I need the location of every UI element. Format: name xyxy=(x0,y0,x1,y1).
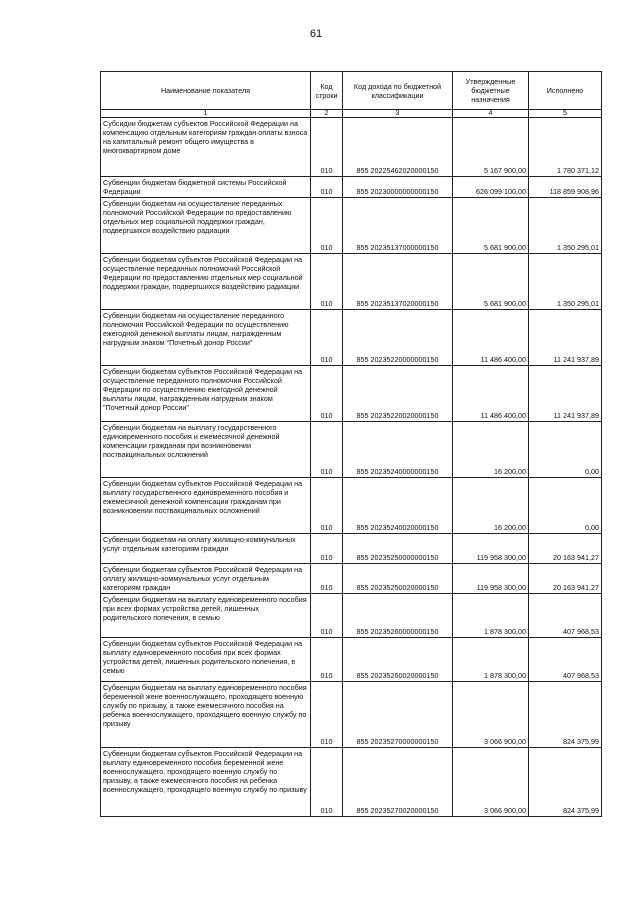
line-code-cell: 010 xyxy=(311,118,343,177)
revenue-code-cell: 855 20230000000000150 xyxy=(343,177,453,198)
approved-amount-cell: 16 200,00 xyxy=(453,422,529,478)
approved-amount-cell: 5 167 900,00 xyxy=(453,118,529,177)
executed-amount-cell: 1 350 295,01 xyxy=(529,198,602,254)
indicator-name-cell: Субвенции бюджетам на выплату государственного единовременного пособия и ежемесячной денежной компенсации гражданам при возникновении поствакцинальных осложнений xyxy=(101,422,311,478)
line-code-cell: 010 xyxy=(311,594,343,638)
approved-amount-cell: 119 958 300,00 xyxy=(453,534,529,564)
table-row xyxy=(101,198,602,254)
line-code-cell: 010 xyxy=(311,366,343,422)
indicator-name-cell: Субвенции бюджетам на выплату единовременного пособия беременной жене военнослужащего, проходящего военную службу по призыву, а также ежемесячного пособия на ребенка военнослужащего, проходящего военную службу по призыву xyxy=(101,682,311,748)
column-header-approved: Утвержденные бюджетные назначения xyxy=(453,72,529,110)
revenue-code-cell: 855 20235137020000150 xyxy=(343,254,453,310)
executed-amount-cell: 20 163 941,27 xyxy=(529,564,602,594)
indicator-name-cell: Субвенции бюджетам на осуществление переданного полномочия Российской Федерации по осуществлению ежегодной денежной выплаты лицам, награжденным нагрудным знаком "Почетный донор России" xyxy=(101,310,311,366)
table-row xyxy=(101,254,602,310)
approved-amount-cell: 5 681 900,00 xyxy=(453,254,529,310)
column-header-line-code: Код строки xyxy=(311,72,343,110)
executed-amount-cell: 0,00 xyxy=(529,422,602,478)
column-number-row xyxy=(101,110,602,118)
executed-amount-cell: 824 375,99 xyxy=(529,682,602,748)
indicator-name-cell: Субвенции бюджетам субъектов Российской Федерации на выплату единовременного пособия при всех формах устройства детей, лишенных родительского попечения, в семью xyxy=(101,638,311,682)
line-code-cell: 010 xyxy=(311,310,343,366)
line-code-cell: 010 xyxy=(311,534,343,564)
line-code-cell: 010 xyxy=(311,254,343,310)
executed-amount-cell: 1 350 295,01 xyxy=(529,254,602,310)
table-row xyxy=(101,310,602,366)
executed-amount-cell: 118 859 908,96 xyxy=(529,177,602,198)
table-row xyxy=(101,478,602,534)
executed-amount-cell: 407 968,53 xyxy=(529,594,602,638)
line-code-cell: 010 xyxy=(311,422,343,478)
indicator-name-cell: Субвенции бюджетам субъектов Российской Федерации на оплату жилищно-коммунальных услуг отдельным категориям граждан xyxy=(101,564,311,594)
revenue-code-cell: 855 20235260000000150 xyxy=(343,594,453,638)
approved-amount-cell: 626 099 100,00 xyxy=(453,177,529,198)
revenue-code-cell: 855 20235240000000150 xyxy=(343,422,453,478)
line-code-cell: 010 xyxy=(311,748,343,817)
column-header-indicator-name: Наименование показателя xyxy=(101,72,311,110)
table-row xyxy=(101,366,602,422)
table-row xyxy=(101,564,602,594)
revenue-code-cell: 855 20235270000000150 xyxy=(343,682,453,748)
table-row xyxy=(101,177,602,198)
indicator-name-cell: Субвенции бюджетам на выплату единовременного пособия при всех формах устройства детей, лишенных родительского попечения, в семью xyxy=(101,594,311,638)
revenue-code-cell: 855 20235220000000150 xyxy=(343,310,453,366)
line-code-cell: 010 xyxy=(311,177,343,198)
table-row xyxy=(101,422,602,478)
revenue-code-cell: 855 20235220020000150 xyxy=(343,366,453,422)
column-header-revenue-code: Код дохода по бюджетной классификации xyxy=(343,72,453,110)
table-row xyxy=(101,748,602,817)
approved-amount-cell: 3 066 900,00 xyxy=(453,748,529,817)
approved-amount-cell: 16 200,00 xyxy=(453,478,529,534)
indicator-name-cell: Субвенции бюджетам субъектов Российской Федерации на осуществление переданных полномочий Российской Федерации по предоставлению отдельных мер социальной поддержки граждан, подвергшихся воздействию радиации xyxy=(101,254,311,310)
executed-amount-cell: 11 241 937,89 xyxy=(529,310,602,366)
executed-amount-cell: 407 968,53 xyxy=(529,638,602,682)
executed-amount-cell: 0,00 xyxy=(529,478,602,534)
approved-amount-cell: 119 958 300,00 xyxy=(453,564,529,594)
column-number: 3 xyxy=(343,110,453,118)
approved-amount-cell: 1 878 300,00 xyxy=(453,638,529,682)
line-code-cell: 010 xyxy=(311,198,343,254)
indicator-name-cell: Субвенции бюджетам бюджетной системы Российской Федерации xyxy=(101,177,311,198)
line-code-cell: 010 xyxy=(311,638,343,682)
column-header-executed: Исполнено xyxy=(529,72,602,110)
line-code-cell: 010 xyxy=(311,478,343,534)
revenue-code-cell: 855 20235240020000150 xyxy=(343,478,453,534)
approved-amount-cell: 11 486 400,00 xyxy=(453,366,529,422)
executed-amount-cell: 824 375,99 xyxy=(529,748,602,817)
line-code-cell: 010 xyxy=(311,564,343,594)
approved-amount-cell: 11 486 400,00 xyxy=(453,310,529,366)
approved-amount-cell: 5 681 900,00 xyxy=(453,198,529,254)
indicator-name-cell: Субвенции бюджетам субъектов Российской Федерации на выплату государственного единовременного пособия и ежемесячной денежной компенсации гражданам при возникновении поствакцинальных осложнений xyxy=(101,478,311,534)
table-row xyxy=(101,594,602,638)
revenue-code-cell: 855 20235250020000150 xyxy=(343,564,453,594)
indicator-name-cell: Субвенции бюджетам субъектов Российской Федерации на выплату единовременного пособия беременной жене военнослужащего, проходящего военную службу по призыву, а также ежемесячного пособия на ребенка военнослужащего, проходящего военную службу по призыву xyxy=(101,748,311,817)
line-code-cell: 010 xyxy=(311,682,343,748)
indicator-name-cell: Субвенции бюджетам субъектов Российской Федерации на осуществление переданного полномочия Российской Федерации по осуществлению ежегодной денежной выплаты лицам, награжденным нагрудным знаком "Почетный донор России" xyxy=(101,366,311,422)
table-row xyxy=(101,682,602,748)
column-number: 5 xyxy=(529,110,602,118)
approved-amount-cell: 1 878 300,00 xyxy=(453,594,529,638)
executed-amount-cell: 20 163 941,27 xyxy=(529,534,602,564)
budget-revenue-table xyxy=(100,71,602,817)
table-row xyxy=(101,638,602,682)
column-number: 4 xyxy=(453,110,529,118)
header-row xyxy=(101,72,602,110)
indicator-name-cell: Субвенции бюджетам на осуществление переданных полномочий Российской Федерации по предоставлению отдельных мер социальной поддержки граждан, подвергшихся воздействию радиации xyxy=(101,198,311,254)
approved-amount-cell: 3 066 900,00 xyxy=(453,682,529,748)
revenue-code-cell: 855 20235270020000150 xyxy=(343,748,453,817)
table-row xyxy=(101,118,602,177)
indicator-name-cell: Субсидии бюджетам субъектов Российской Федерации на компенсацию отдельным категориям граждан оплаты взноса на капитальный ремонт общего имущества в многоквартирном доме xyxy=(101,118,311,177)
column-number: 2 xyxy=(311,110,343,118)
indicator-name-cell: Субвенции бюджетам на оплату жилищно-коммунальных услуг отдельным категориям граждан xyxy=(101,534,311,564)
revenue-code-cell: 855 20235250000000150 xyxy=(343,534,453,564)
revenue-code-cell: 855 20235260020000150 xyxy=(343,638,453,682)
executed-amount-cell: 11 241 937,89 xyxy=(529,366,602,422)
revenue-code-cell: 855 20235137000000150 xyxy=(343,198,453,254)
column-number: 1 xyxy=(101,110,311,118)
page-number: 61 xyxy=(309,28,323,40)
table-row xyxy=(101,534,602,564)
executed-amount-cell: 1 780 371,12 xyxy=(529,118,602,177)
revenue-code-cell: 855 20225462020000150 xyxy=(343,118,453,177)
